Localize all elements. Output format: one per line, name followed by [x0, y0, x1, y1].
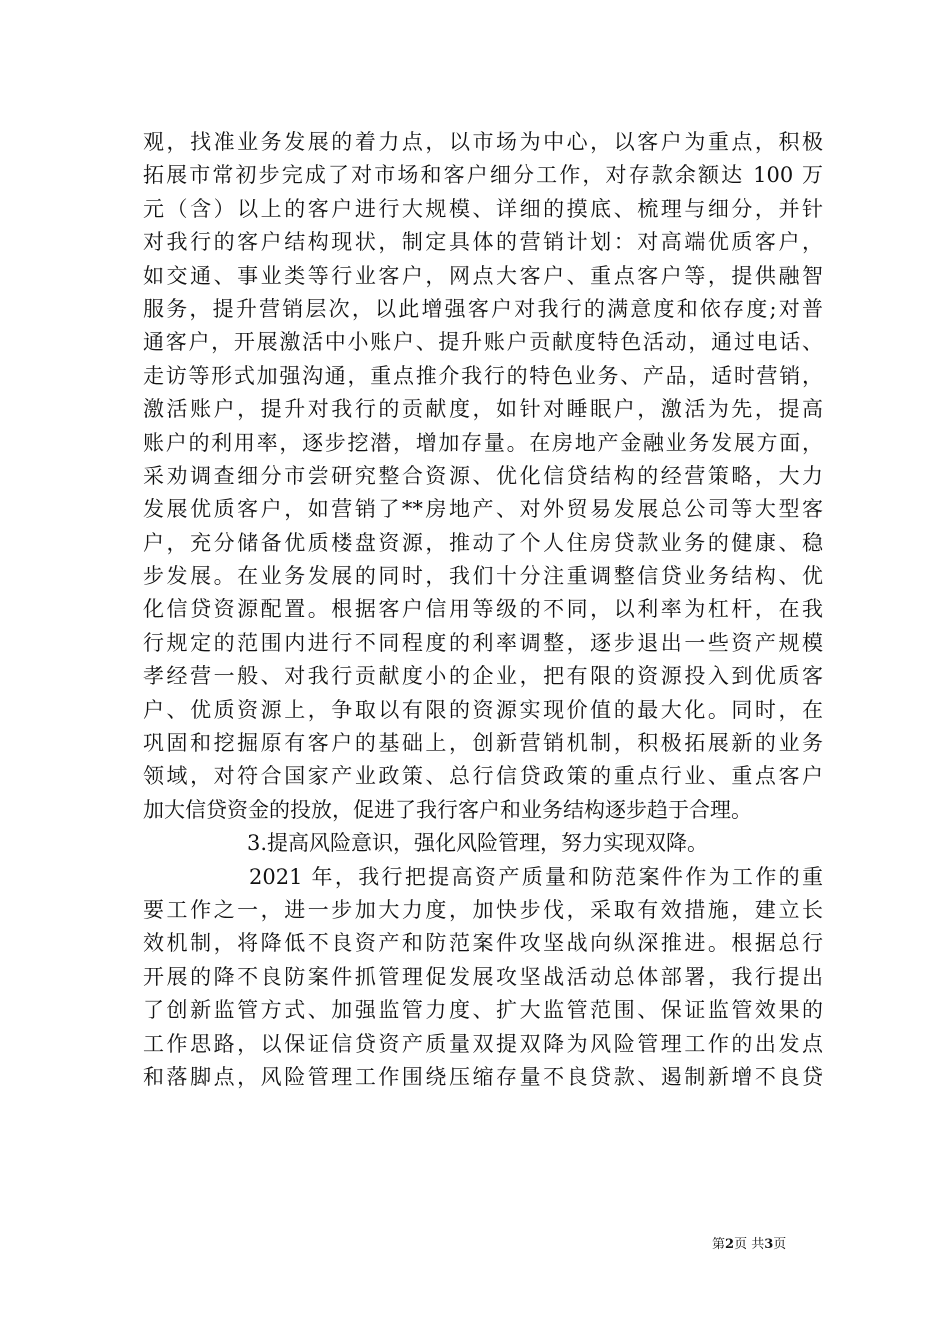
- footer-prefix: 第: [712, 1237, 726, 1252]
- text-line: 户，充分储备优质楼盘资源，推动了个人住房贷款业务的健康、稳: [143, 530, 823, 555]
- text-line: 户、优质资源上，争取以有限的资源实现价值的最大化。同时，在: [143, 697, 823, 722]
- text-line: 对我行的客户结构现状，制定具体的营销计划：对高端优质客户，: [143, 230, 823, 255]
- section-heading: 3.提高风险意识，强化风险管理，努力实现双降。: [247, 831, 709, 856]
- text-line: 采劝调查细分市尝研究整合资源、优化信贷结构的经营策略，大力: [143, 463, 823, 488]
- text-line: 服务，提升营销层次，以此增强客户对我行的满意度和依存度;对普: [143, 296, 823, 321]
- text-line: 步发展。在业务发展的同时，我们十分注重调整信贷业务结构、优: [143, 564, 823, 589]
- total-page-number: 3: [764, 1237, 774, 1252]
- current-page-number: 2: [725, 1237, 735, 1252]
- text-line: 拓展市常初步完成了对市场和客户细分工作，对存款余额达 100 万: [143, 163, 823, 188]
- document-body: [143, 126, 823, 1094]
- text-line: 孝经营一般、对我行贡献度小的企业，把有限的资源投入到优质客: [143, 664, 823, 689]
- text-line: 要工作之一，进一步加大力度，加快步伐，采取有效措施，建立长: [143, 897, 823, 922]
- page-footer: [712, 1233, 786, 1252]
- text-line: 激活账户，提升对我行的贡献度，如针对睡眠户，激活为先，提高: [143, 397, 823, 422]
- text-line: 发展优质客户，如营销了**房地产、对外贸易发展总公司等大型客: [143, 497, 823, 522]
- text-line: 如交通、事业类等行业客户，网点大客户、重点客户等，提供融智: [143, 263, 823, 288]
- text-line: 效机制，将降低不良资产和防范案件攻坚战向纵深推进。根据总行: [143, 931, 823, 956]
- footer-middle: 页 共: [734, 1237, 765, 1252]
- text-line: 化信贷资源配置。根据客户信用等级的不同，以利率为杠杆，在我: [143, 597, 823, 622]
- text-line: 加大信贷资金的投放，促进了我行客户和业务结构逐步趋于合理。: [143, 797, 752, 822]
- paragraph-2: [143, 861, 823, 1095]
- paragraph-1: [143, 126, 823, 827]
- text-line: 开展的降不良防案件抓管理促发展攻坚战活动总体部署，我行提出: [143, 964, 823, 989]
- text-line: 走访等形式加强沟通，重点推介我行的特色业务、产品，适时营销，: [143, 363, 823, 388]
- text-line: 元（含）以上的客户进行大规模、详细的摸底、梳理与细分，并针: [143, 196, 823, 221]
- text-line: 了创新监管方式、加强监管力度、扩大监管范围、保证监管效果的: [143, 998, 823, 1023]
- text-line: 观，找准业务发展的着力点，以市场为中心，以客户为重点，积极: [143, 130, 823, 154]
- text-line: 行规定的范围内进行不同程度的利率调整，逐步退出一些资产规模: [143, 630, 823, 655]
- text-line: 领域，对符合国家产业政策、总行信贷政策的重点行业、重点客户: [143, 764, 823, 789]
- text-line: 工作思路，以保证信贷资产质量双提双降为风险管理工作的出发点: [143, 1031, 823, 1056]
- text-line: 和落脚点，风险管理工作围绕压缩存量不良贷款、遏制新增不良贷: [143, 1064, 823, 1089]
- text-line: 通客户，开展激活中小账户、提升账户贡献度特色活动，通过电话、: [143, 330, 823, 355]
- text-line: 巩固和挖掘原有客户的基础上，创新营销机制，积极拓展新的业务: [143, 731, 823, 756]
- text-line: 2021 年，我行把提高资产质量和防范案件作为工作的重: [249, 864, 823, 889]
- text-line: 账户的利用率，逐步挖潜，增加存量。在房地产金融业务发展方面，: [143, 430, 823, 455]
- footer-suffix: 页: [773, 1237, 787, 1252]
